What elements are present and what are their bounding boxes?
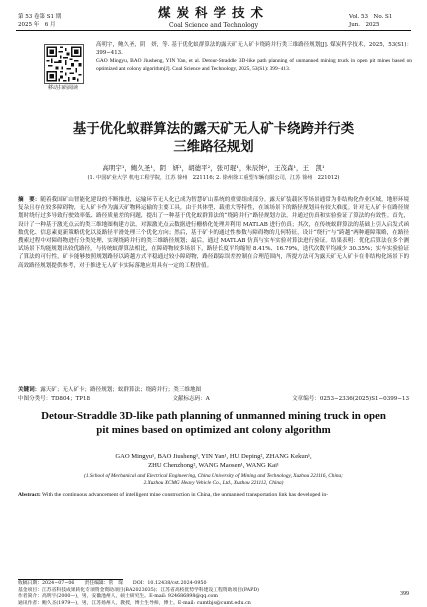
qr-code-icon[interactable] <box>44 44 84 84</box>
affiliation-cn: (1. 中国矿业大学 机电工程学院，江苏 徐州 221116; 2. 徐州徐工重型车辆有限公司，江苏 徐州 221012) <box>87 175 340 181</box>
responsible-editor <box>84 581 122 588</box>
fund-value: 江苏省科技成果转化专项资金资助项目(BA2023035)；江苏省高校优势学科建设工程资助项目(PAPD) <box>42 587 260 593</box>
volume-en: Vol. 53 No. S1 <box>349 14 393 20</box>
header-issue-cn <box>18 13 61 29</box>
article-title-en <box>18 410 409 437</box>
received-date <box>18 581 74 588</box>
article-title-cn-line2: 三维路径规划 <box>173 140 254 155</box>
authors-cn: 高明宇¹，鲍久圣¹，阴 妍¹，胡德平²，张可琨¹，朱辰钟²，王茂森¹，王 凯¹ <box>102 164 325 172</box>
corr-value: 鲍久圣(1979—)，男，江苏扬州人，教授，博士生导师，博士。E-mail: cumtbjs@cumt.edu.cn <box>42 600 251 606</box>
article-title-cn-line1: 基于优化蚁群算法的露天矿无人矿卡绕跨并行类 <box>72 122 355 137</box>
article-title-cn <box>18 121 409 157</box>
affiliation-en-line2: 2.Xuzhou XCMG Heavy Vehicle Co., Ltd., Xuzhou 221112, China) <box>143 480 284 487</box>
date-en: Jun. 2025 <box>349 22 380 28</box>
page-number: 399 <box>400 591 409 597</box>
journal-title-block <box>110 5 317 30</box>
volume-cn: 第 53 卷第 S1 期 <box>18 14 62 20</box>
classification-line <box>18 395 409 403</box>
abstract-cn-text: 随着我国矿山智能化建设的不断推进，运输环节无人化已成为智慧矿山系统的重要组成部分。露天矿装载区等场景通常为非结构化作业区域，地形环境复杂且存在较多障碍物，无人矿卡作为露天矿物料运输的主要工具，由于其体型、载重大等特性，在该场景下的路径规划具有较大难度。针对无人矿卡在路径规划时绕行过多导致行驶效率低、路径质量差的问题，提出了一种基于优化蚁群算法的“绕跨并行”路径规划方法，并通过仿真和实验验证了算法的有效性。首先，设计了一种基于激光点云的类三维地图构建方法，对源激光点云数据进行栅格化处理并利用 MATLAB 进行仿真；其次，在传统蚁群算法的基础上引入启发式函数优化、信息素更新策略优化以及路径平滑处理三个优化方向；然后，基于矿卡的通过性参数与障碍物的几何特征，设计“绕行”与“跨越”两种避障策略，在路径搜索过程中对障碍物进行分类处理，实现绕跨并行的类三维路径规划；最后，通过 MATLAB 仿真与实车实验对算法进行验证。结果表明：优化后算法在多个测试场景下均能规划出较优路径，与传统蚁群算法相比，在障碍物较多场景下，路径长度平均缩短 8.41%、16.79%，迭代次数平均减少 30.35%；实车实验验证了算法的可行性，矿卡能够按照规划路径以跨越方式平稳通过较小障碍物，路径跟踪误差控制在合理范围内，所提方法可为露天矿无人矿卡在非结构化场景下的高效路径规划提供参考，对于推进无人矿卡实际落地应用具有一定的工程价值。 <box>18 197 410 269</box>
header-issue-en <box>349 13 409 29</box>
keywords-cn-text: 露天矿；无人矿卡；路径规划；蚁群算法；绕跨并行；类三维地图 <box>40 387 202 393</box>
citation-block <box>96 42 412 74</box>
doi-value[interactable]: 10.12438/cst.2024-0950 <box>147 581 207 586</box>
editor-value: 常 琛 <box>108 581 123 586</box>
received-value: 2024−07−06 <box>42 581 75 586</box>
received-label: 收稿日期： <box>18 581 42 586</box>
abstract-cn <box>18 196 409 270</box>
citation-cn: 高明宇，鲍久圣，阴 妍，等. 基于优化蚁群算法的露天矿无人矿卡绕跨并行类三维路径规划[J]. 煤炭科学技术，2025，53(S1)：399−413. <box>96 42 412 56</box>
abstract-en-label: Abstract: <box>18 492 41 498</box>
footnote-author <box>18 594 409 601</box>
citation-en: GAO Mingyu, BAO Jiusheng, YIN Yan, et al. Detour-Straddle 3D-like path planning of unmanned mining truck in open pit mines based on optimized ant colony algorithm[J]. Coal Science and Technology, 2025, 53(S1): 399−413. <box>96 58 412 72</box>
footnote-corresponding <box>18 601 409 607</box>
editor-label: 责任编辑： <box>84 581 109 586</box>
authors-en-line2: ZHU Chenzhong², WANG Maosen¹, WANG Kai¹ <box>148 462 279 470</box>
authors-en-line1: GAO Mingyu¹, BAO Jiusheng¹, YIN Yan¹, HU Deping², ZHANG Kekun¹, <box>115 453 312 460</box>
fund-label: 基金项目： <box>18 587 42 593</box>
header-rule <box>16 30 411 31</box>
article-title-en-line2: pit mines based on optimized ant colony algorithm <box>96 423 331 436</box>
affiliation-en <box>18 473 409 488</box>
footnote-rule <box>18 579 123 580</box>
corr-label: 通讯作者： <box>18 600 42 606</box>
qr-caption: 移动扫码阅读 <box>47 85 78 91</box>
clc-number: 中图分类号：TD804；TP18 <box>18 396 91 402</box>
article-number: 文章编号：0253−2336(2025)S1−0399−13 <box>292 396 409 402</box>
author-label: 作者简介： <box>18 594 42 600</box>
journal-name-cn: 煤炭科学技术 <box>157 5 269 20</box>
doi-label: DOI： <box>132 581 148 586</box>
footnote-dates <box>18 581 409 588</box>
affiliation-en-line1: (1.School of Mechanical and Electrical Engineering, China University of Mining and Technology, Xuzhou 221116, China; <box>84 473 343 479</box>
keywords-cn <box>18 386 409 394</box>
abstract-cn-label: 摘 要： <box>18 197 41 203</box>
abstract-en <box>18 492 409 499</box>
date-cn: 2025 年 6 月 <box>18 22 56 28</box>
author-value: 高明宇(2000—)，男，安徽池州人，硕士研究生。E-mail: 924686898@qq.com <box>42 594 218 600</box>
abstract-en-text: With the continuous advancement of intelligent mine construction in China, the unmanned transportation link has developed in- <box>42 492 329 498</box>
journal-name-en: Coal Science and Technology <box>169 22 258 29</box>
authors-en <box>18 452 409 471</box>
footnotes <box>18 581 409 607</box>
keywords-cn-label: 关键词： <box>18 387 41 393</box>
article-title-en-line1: Detour-Straddle 3D-like path planning of unmanned mining truck in open <box>41 410 386 422</box>
doi[interactable] <box>133 581 207 588</box>
document-code: 文献标志码：A <box>172 396 210 402</box>
